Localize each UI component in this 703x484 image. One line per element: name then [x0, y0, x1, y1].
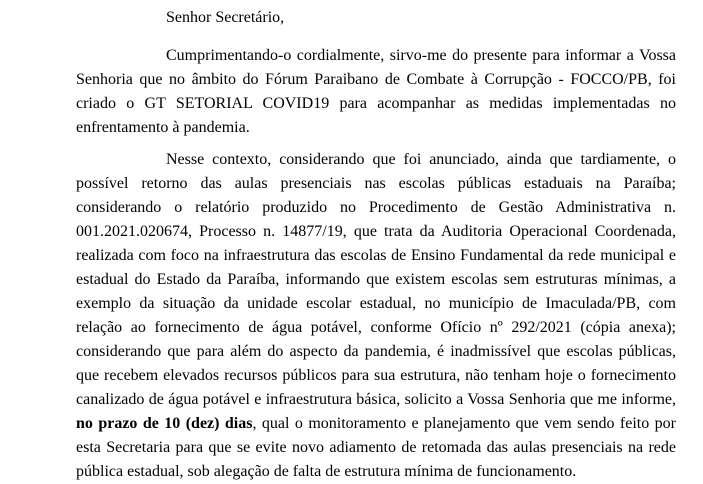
paragraph-school-infrastructure-request [76, 148, 676, 484]
salutation: Senhor Secretário, [166, 9, 285, 26]
deadline-emphasis: no prazo de 10 (dez) dias [76, 415, 253, 432]
paragraph-text-after-deadline: , qual o monitoramento e planejamento que vem sendo feito por esta Secretaria para que se evite novo adiamento de retomada das aulas presenciais na rede pública estadual, sob alegação de falta de estrutura mínima de funcionamento. [76, 415, 677, 480]
paragraph-text-before-deadline: Nesse contexto, considerando que foi anunciado, ainda que tardiamente, o possível retorno das aulas presenciais nas escolas públicas estaduais na Paraíba; considerando o relatório produzido no Procedimento de Gestão Administrativa n. 001.2021.020674, Processo n. 14877/19, que trata da Auditoria Operacional Coordenada, realizada com foco na infraestrutura das escolas de Ensino Fundamental da rede municipal e estadual do Estado da Paraíba, informando que existem escolas sem estruturas mínimas, a exemplo da situação da unidade escolar estadual, no município de Imaculada/PB, com relação ao fornecimento de água potável, conforme Ofício nº 292/2021 (cópia anexa); considerando que para além do aspecto da pandemia, é inadmissível que escolas públicas, que recebem elevados recursos públicos para sua estrutura, não tenham hoje o fornecimento canalizado de água potável e infraestrutura básica, solicito a Vossa Senhoria que me informe, [76, 151, 676, 408]
paragraph-focco-gt-covid19: Cumprimentando-o cordialmente, sirvo-me do presente para informar a Vossa Senhoria que no âmbito do Fórum Paraibano de Combate à Corrupção - FOCCO/PB, foi criado o GT SETORIAL COVID19 para acompanhar as medidas implementadas no enfrentamento à pandemia. [76, 47, 676, 136]
